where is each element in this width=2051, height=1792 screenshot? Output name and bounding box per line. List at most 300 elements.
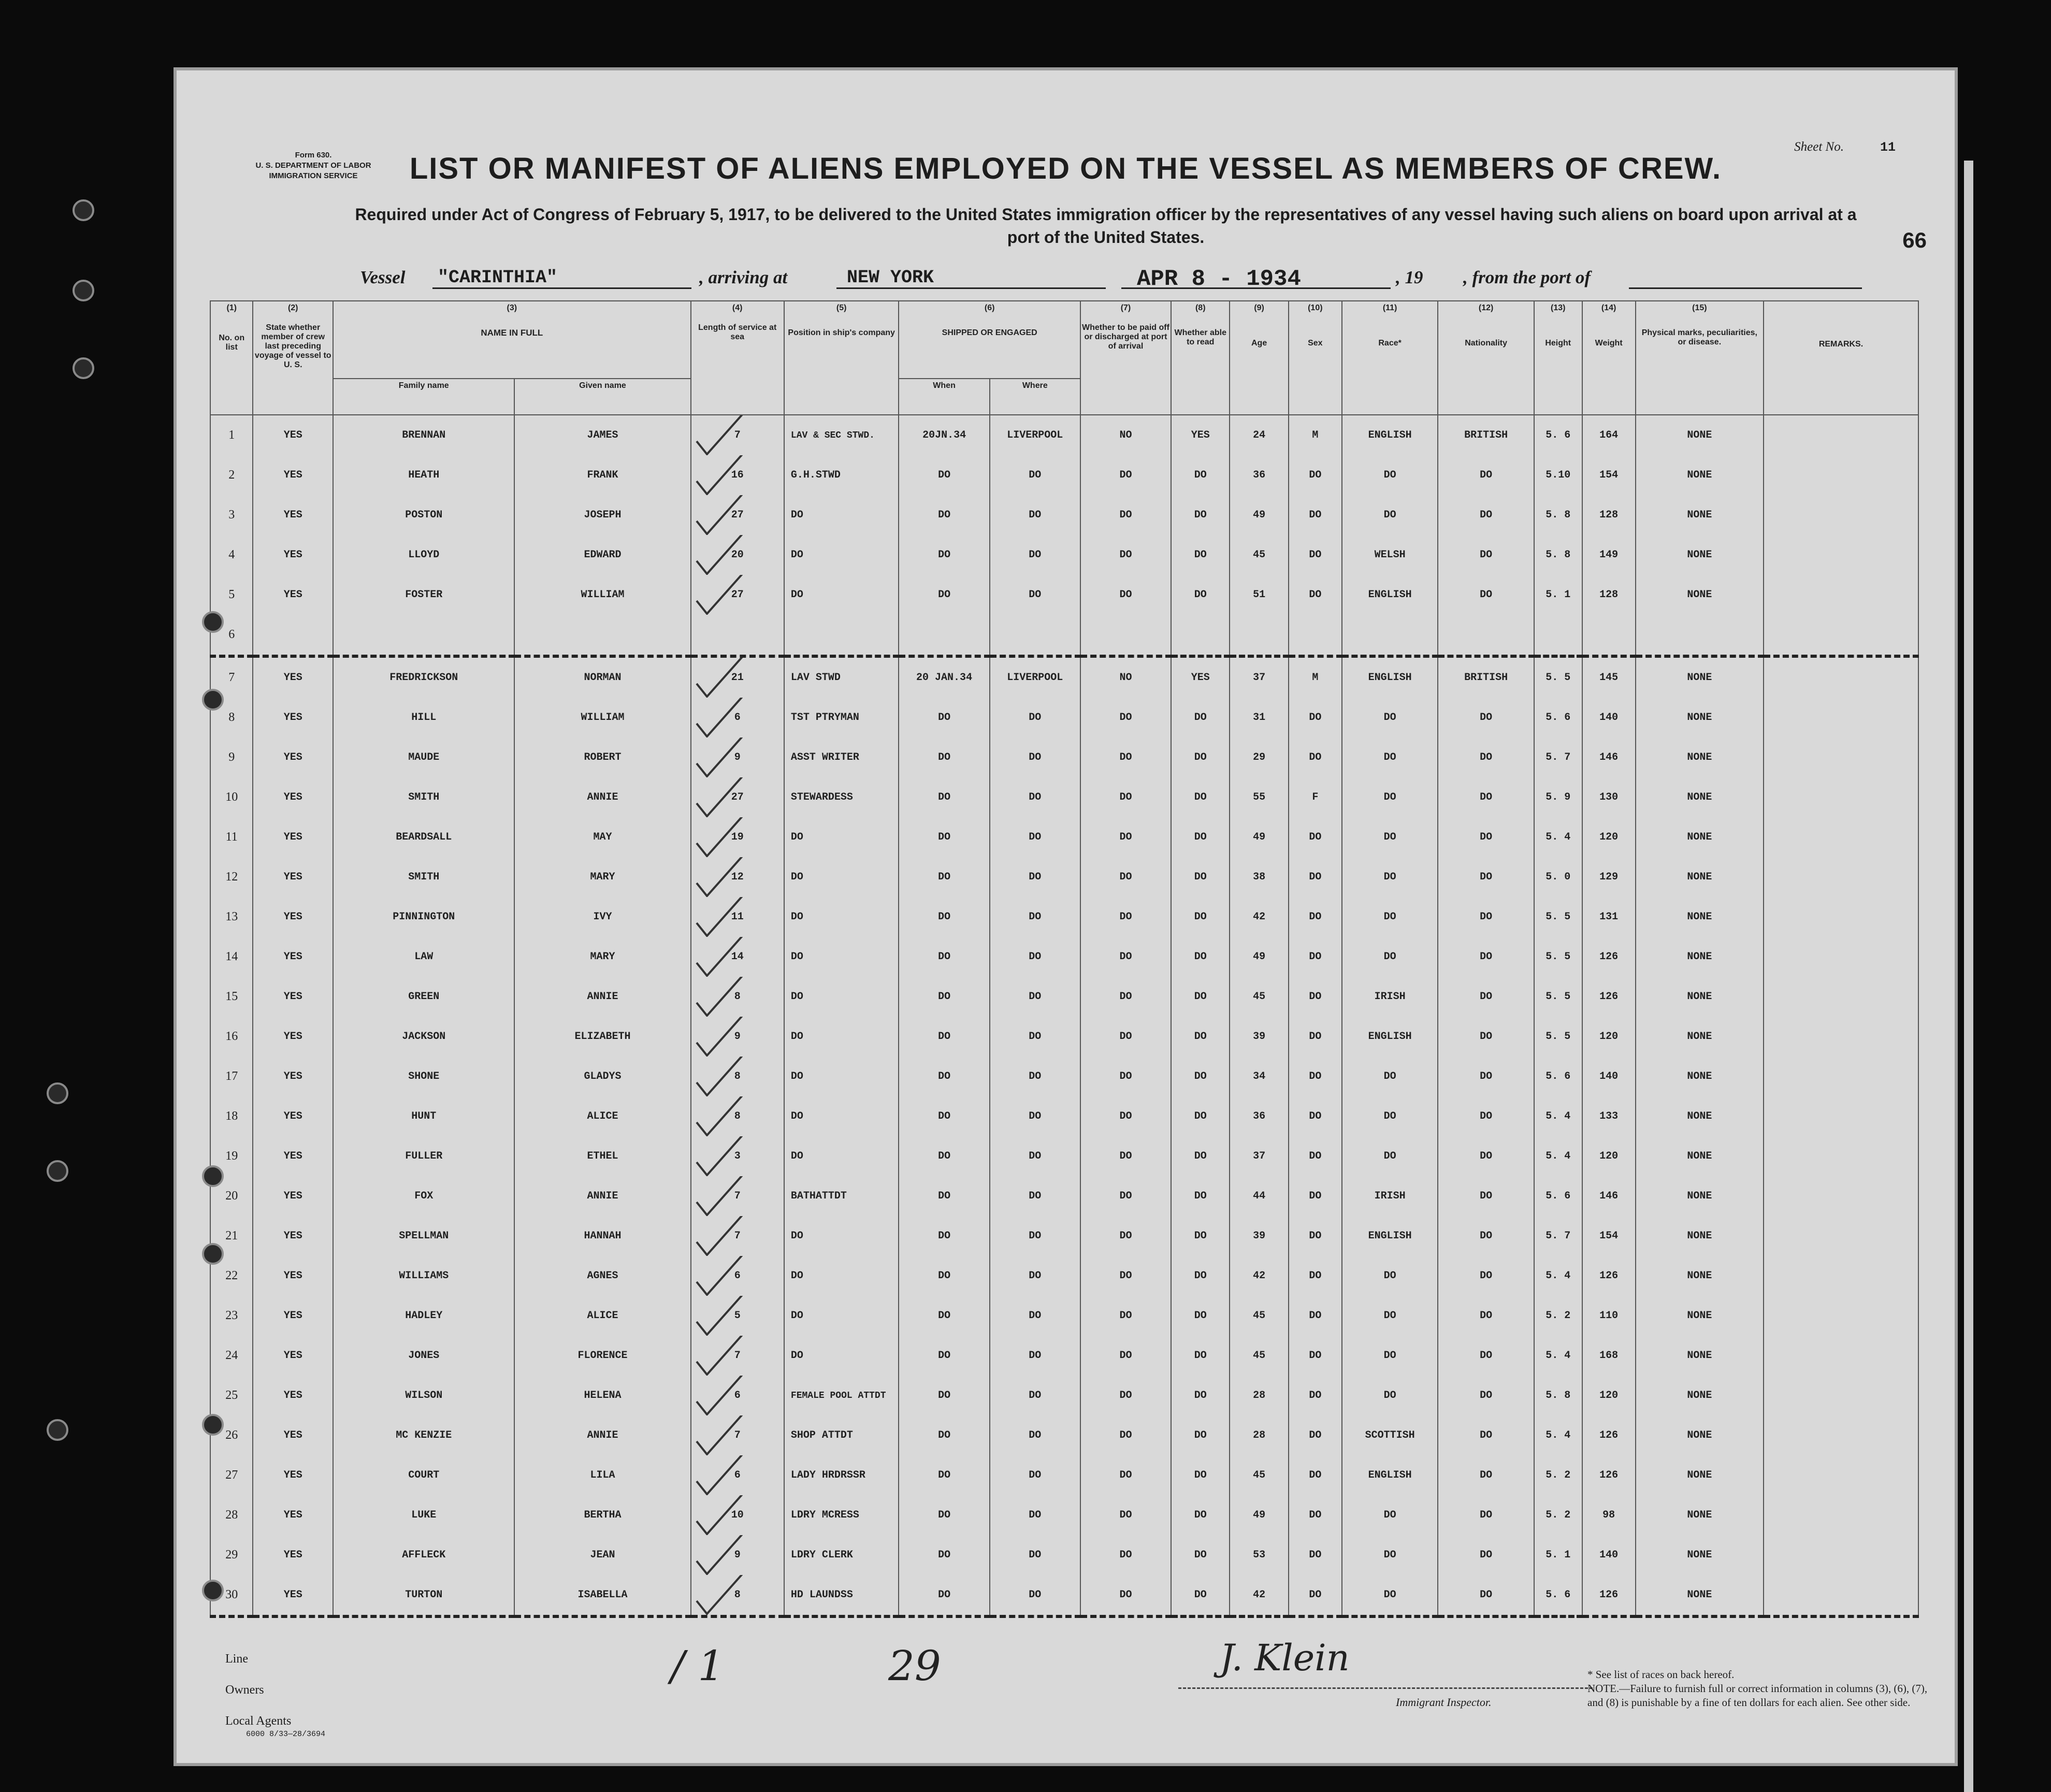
cell-where: LIVERPOOL <box>990 656 1080 698</box>
cell-marks: NONE <box>1636 1495 1764 1535</box>
cell-where: DO <box>990 738 1080 777</box>
cell-family: PINNINGTON <box>333 897 514 937</box>
cell-weight: 128 <box>1582 575 1636 615</box>
cell-remarks <box>1764 937 1918 977</box>
cell-prev: YES <box>253 897 333 937</box>
cell-given: AGNES <box>514 1256 690 1296</box>
check-mark-icon <box>691 415 754 455</box>
cell-where: DO <box>990 698 1080 738</box>
cell-nationality: DO <box>1438 1336 1534 1376</box>
cell-when: DO <box>899 937 989 977</box>
cell-read: DO <box>1171 777 1230 817</box>
crew-manifest-table <box>210 300 1919 1618</box>
vessel-label: Vessel <box>360 267 406 287</box>
cell-race <box>1342 615 1438 656</box>
cell-remarks <box>1764 1296 1918 1336</box>
cell-nationality: DO <box>1438 897 1534 937</box>
cell-position: G.H.STWD <box>784 455 899 495</box>
cell-nationality: DO <box>1438 1096 1534 1136</box>
cell-read: DO <box>1171 1096 1230 1136</box>
cell-age: 28 <box>1230 1376 1288 1415</box>
cell-sex: DO <box>1289 1376 1342 1415</box>
cell-no: 9 <box>210 738 253 777</box>
cell-marks: NONE <box>1636 897 1764 937</box>
cell-position: TST PTRYMAN <box>784 698 899 738</box>
cell-marks <box>1636 615 1764 656</box>
cell-sex: DO <box>1289 897 1342 937</box>
col-when-header: When <box>899 379 989 415</box>
cell-remarks <box>1764 1376 1918 1415</box>
check-mark-icon <box>691 738 754 777</box>
cell-read: DO <box>1171 937 1230 977</box>
cell-nationality: DO <box>1438 1495 1534 1535</box>
cell-no: 4 <box>210 535 253 575</box>
cell-sex: DO <box>1289 857 1342 897</box>
cell-age: 42 <box>1230 897 1288 937</box>
table-row <box>210 1176 1918 1216</box>
cell-where <box>990 615 1080 656</box>
cell-position: DO <box>784 857 899 897</box>
cell-read: DO <box>1171 1296 1230 1336</box>
cell-no: 28 <box>210 1495 253 1535</box>
check-mark-icon <box>691 1575 754 1616</box>
cell-position: DO <box>784 1017 899 1057</box>
cell-prev: YES <box>253 1176 333 1216</box>
cell-read: DO <box>1171 1495 1230 1535</box>
from-port-label: , from the port of <box>1463 267 1591 287</box>
cell-weight: 126 <box>1582 1455 1636 1495</box>
cell-prev: YES <box>253 656 333 698</box>
cell-weight: 164 <box>1582 415 1636 455</box>
cell-race: DO <box>1342 1495 1438 1535</box>
col-height-header: (13) Height <box>1534 301 1582 415</box>
table-row <box>210 1575 1918 1616</box>
check-mark-icon <box>691 897 754 937</box>
cell-paid: DO <box>1080 1575 1171 1616</box>
col-age-header: (9) Age <box>1230 301 1288 415</box>
cell-where: LIVERPOOL <box>990 415 1080 455</box>
col-length-header: (4) Length of service at sea <box>691 301 784 415</box>
cell-when: DO <box>899 495 989 535</box>
col-position-header: (5) Position in ship's company <box>784 301 899 415</box>
cell-marks: NONE <box>1636 1136 1764 1176</box>
arriving-label: , arriving at <box>699 267 788 287</box>
cell-sex: DO <box>1289 1216 1342 1256</box>
cell-position: LAV STWD <box>784 656 899 698</box>
col-nationality-header: (12) Nationality <box>1438 301 1534 415</box>
cell-read: DO <box>1171 897 1230 937</box>
cell-weight: 149 <box>1582 535 1636 575</box>
cell-where: DO <box>990 1495 1080 1535</box>
cell-age: 45 <box>1230 977 1288 1017</box>
cell-position: ASST WRITER <box>784 738 899 777</box>
cell-remarks <box>1764 977 1918 1017</box>
cell-height: 5. 5 <box>1534 897 1582 937</box>
cell-remarks <box>1764 1336 1918 1376</box>
cell-given: BERTHA <box>514 1495 690 1535</box>
cell-height: 5. 6 <box>1534 1176 1582 1216</box>
cell-paid: DO <box>1080 857 1171 897</box>
cell-remarks <box>1764 1136 1918 1176</box>
cell-age: 49 <box>1230 1495 1288 1535</box>
cell-paid: DO <box>1080 1535 1171 1575</box>
cell-remarks <box>1764 1256 1918 1296</box>
table-row <box>210 535 1918 575</box>
manifest-footer <box>225 1637 1934 1751</box>
cell-when: 20 JAN.34 <box>899 656 989 698</box>
cell-no: 7 <box>210 656 253 698</box>
inspector-signature: J. Klein <box>1220 1637 1350 1679</box>
cell-family: POSTON <box>333 495 514 535</box>
cell-given: MAY <box>514 817 690 857</box>
cell-length: 27 <box>691 575 784 615</box>
cell-when: DO <box>899 575 989 615</box>
cell-no: 2 <box>210 455 253 495</box>
table-row <box>210 1336 1918 1376</box>
cell-where: DO <box>990 1096 1080 1136</box>
cell-where: DO <box>990 575 1080 615</box>
cell-nationality: DO <box>1438 1415 1534 1455</box>
check-mark-icon <box>691 535 754 575</box>
cell-no: 1 <box>210 415 253 455</box>
cell-length: 8 <box>691 977 784 1017</box>
cell-given: MARY <box>514 857 690 897</box>
cell-no: 26 <box>210 1415 253 1455</box>
cell-nationality: DO <box>1438 575 1534 615</box>
cell-prev: YES <box>253 1376 333 1415</box>
cell-remarks <box>1764 415 1918 455</box>
check-mark-icon <box>691 1216 754 1256</box>
cell-remarks <box>1764 1216 1918 1256</box>
cell-marks: NONE <box>1636 1455 1764 1495</box>
cell-marks: NONE <box>1636 698 1764 738</box>
cell-race: DO <box>1342 1256 1438 1296</box>
cell-when: DO <box>899 1415 989 1455</box>
cell-given: HELENA <box>514 1376 690 1415</box>
cell-read: DO <box>1171 977 1230 1017</box>
cell-height: 5. 9 <box>1534 777 1582 817</box>
cell-age: 44 <box>1230 1176 1288 1216</box>
cell-remarks <box>1764 817 1918 857</box>
cell-prev: YES <box>253 937 333 977</box>
cell-where: DO <box>990 897 1080 937</box>
cell-age: 42 <box>1230 1256 1288 1296</box>
table-row <box>210 1017 1918 1057</box>
cell-given: ANNIE <box>514 977 690 1017</box>
cell-given: ISABELLA <box>514 1575 690 1616</box>
cell-read: DO <box>1171 575 1230 615</box>
cell-sex <box>1289 615 1342 656</box>
cell-position: DO <box>784 937 899 977</box>
cell-sex: F <box>1289 777 1342 817</box>
cell-length: 6 <box>691 698 784 738</box>
cell-given: ANNIE <box>514 777 690 817</box>
cell-nationality: DO <box>1438 698 1534 738</box>
cell-family: JACKSON <box>333 1017 514 1057</box>
cell-remarks <box>1764 1575 1918 1616</box>
cell-family: FOX <box>333 1176 514 1216</box>
cell-marks: NONE <box>1636 1376 1764 1415</box>
check-mark-icon <box>691 1136 754 1176</box>
cell-paid: DO <box>1080 1057 1171 1096</box>
cell-family: HILL <box>333 698 514 738</box>
cell-where: DO <box>990 977 1080 1017</box>
cell-age: 24 <box>1230 415 1288 455</box>
cell-no: 20 <box>210 1176 253 1216</box>
cell-height: 5. 4 <box>1534 817 1582 857</box>
cell-nationality: BRITISH <box>1438 415 1534 455</box>
table-row <box>210 738 1918 777</box>
cell-sex: DO <box>1289 1017 1342 1057</box>
cell-paid: DO <box>1080 1336 1171 1376</box>
cell-length: 27 <box>691 495 784 535</box>
cell-when: 20JN.34 <box>899 415 989 455</box>
cell-sex: DO <box>1289 1535 1342 1575</box>
cell-height: 5. 4 <box>1534 1256 1582 1296</box>
table-row <box>210 1455 1918 1495</box>
col-where-header: Where <box>990 379 1080 415</box>
check-mark-icon <box>691 1495 754 1535</box>
cell-family: COURT <box>333 1455 514 1495</box>
cell-race: WELSH <box>1342 535 1438 575</box>
cell-remarks <box>1764 698 1918 738</box>
cell-sex: DO <box>1289 817 1342 857</box>
cell-read: DO <box>1171 495 1230 535</box>
table-row <box>210 977 1918 1017</box>
cell-no: 23 <box>210 1296 253 1336</box>
check-mark-icon <box>691 575 754 615</box>
cell-prev: YES <box>253 1096 333 1136</box>
cell-position: LDRY CLERK <box>784 1535 899 1575</box>
cell-where: DO <box>990 1455 1080 1495</box>
cell-race: DO <box>1342 1575 1438 1616</box>
cell-nationality: DO <box>1438 1296 1534 1336</box>
cell-length: 7 <box>691 1216 784 1256</box>
cell-marks: NONE <box>1636 1216 1764 1256</box>
cell-sex: DO <box>1289 1415 1342 1455</box>
cell-given: GLADYS <box>514 1057 690 1096</box>
cell-where: DO <box>990 777 1080 817</box>
cell-family <box>333 615 514 656</box>
cell-age: 45 <box>1230 535 1288 575</box>
cell-when: DO <box>899 977 989 1017</box>
cell-position: LAV & SEC STWD. <box>784 415 899 455</box>
local-agents-label: Local Agents <box>225 1714 292 1728</box>
cell-paid: DO <box>1080 1415 1171 1455</box>
cell-where: DO <box>990 535 1080 575</box>
cell-remarks <box>1764 656 1918 698</box>
cell-length: 27 <box>691 777 784 817</box>
col-remarks-header: REMARKS. <box>1764 301 1918 415</box>
cell-length: 6 <box>691 1376 784 1415</box>
cell-length <box>691 615 784 656</box>
cell-given: WILLIAM <box>514 575 690 615</box>
cell-weight: 131 <box>1582 897 1636 937</box>
cell-race: DO <box>1342 937 1438 977</box>
cell-paid: DO <box>1080 817 1171 857</box>
page-mark: 66 <box>1902 228 1927 252</box>
footer-notes <box>1587 1668 1929 1710</box>
cell-read <box>1171 615 1230 656</box>
col-no-header: (1) No. on list <box>210 301 253 415</box>
cell-no: 21 <box>210 1216 253 1256</box>
cell-weight: 168 <box>1582 1336 1636 1376</box>
cell-sex: DO <box>1289 1057 1342 1096</box>
cell-given: JAMES <box>514 415 690 455</box>
cell-when: DO <box>899 897 989 937</box>
cell-nationality: DO <box>1438 1216 1534 1256</box>
cell-sex: DO <box>1289 977 1342 1017</box>
cell-sex: DO <box>1289 1495 1342 1535</box>
cell-nationality: DO <box>1438 1176 1534 1216</box>
cell-age: 38 <box>1230 857 1288 897</box>
cell-race: ENGLISH <box>1342 415 1438 455</box>
cell-height: 5. 8 <box>1534 535 1582 575</box>
cell-race: ENGLISH <box>1342 656 1438 698</box>
cell-no: 11 <box>210 817 253 857</box>
cell-prev: YES <box>253 1296 333 1336</box>
cell-given: MARY <box>514 937 690 977</box>
cell-race: DO <box>1342 1376 1438 1415</box>
cell-given: ALICE <box>514 1296 690 1336</box>
cell-no: 17 <box>210 1057 253 1096</box>
cell-position: SHOP ATTDT <box>784 1415 899 1455</box>
table-row <box>210 575 1918 615</box>
table-row <box>210 495 1918 535</box>
cell-remarks <box>1764 1455 1918 1495</box>
table-row <box>210 1256 1918 1296</box>
cell-prev: YES <box>253 1415 333 1455</box>
cell-weight: 154 <box>1582 1216 1636 1256</box>
cell-remarks <box>1764 575 1918 615</box>
col-race-header: (11) Race* <box>1342 301 1438 415</box>
cell-height: 5. 4 <box>1534 1415 1582 1455</box>
cell-read: DO <box>1171 1256 1230 1296</box>
cell-family: TURTON <box>333 1575 514 1616</box>
cell-no: 3 <box>210 495 253 535</box>
cell-prev: YES <box>253 857 333 897</box>
cell-length: 6 <box>691 1455 784 1495</box>
cell-nationality: DO <box>1438 817 1534 857</box>
cell-weight: 126 <box>1582 1575 1636 1616</box>
cell-read: YES <box>1171 656 1230 698</box>
cell-race: DO <box>1342 1535 1438 1575</box>
binder-hole-2 <box>73 280 94 301</box>
sheet-value: 11 <box>1880 140 1896 155</box>
cell-where: DO <box>990 1216 1080 1256</box>
cell-prev: YES <box>253 1017 333 1057</box>
table-row <box>210 1495 1918 1535</box>
cell-paid: DO <box>1080 1176 1171 1216</box>
cell-where: DO <box>990 455 1080 495</box>
cell-paid: DO <box>1080 575 1171 615</box>
cell-given: ETHEL <box>514 1136 690 1176</box>
cell-no: 12 <box>210 857 253 897</box>
vessel-line <box>360 263 1862 292</box>
check-mark-icon <box>691 1057 754 1096</box>
check-mark-icon <box>691 1455 754 1495</box>
col-prev-voyage-header: (2) State whether member of crew last preceding voyage of vessel to U. S. <box>253 301 333 415</box>
cell-race: DO <box>1342 495 1438 535</box>
cell-prev: YES <box>253 495 333 535</box>
cell-weight: 126 <box>1582 937 1636 977</box>
cell-when: DO <box>899 1495 989 1535</box>
cell-when: DO <box>899 1535 989 1575</box>
document-subtitle: Required under Act of Congress of February 5, 1917, to be delivered to the United States immigration officer by the representatives of any vessel having such aliens on board upon arrival at a port of the United States. <box>355 205 1857 247</box>
cell-race: DO <box>1342 817 1438 857</box>
table-row <box>210 1415 1918 1455</box>
cell-length: 9 <box>691 1017 784 1057</box>
cell-family: SMITH <box>333 777 514 817</box>
cell-given: FLORENCE <box>514 1336 690 1376</box>
cell-sex: DO <box>1289 1256 1342 1296</box>
cell-no: 5 <box>210 575 253 615</box>
cell-nationality: DO <box>1438 777 1534 817</box>
cell-family: HADLEY <box>333 1296 514 1336</box>
cell-weight: 110 <box>1582 1296 1636 1336</box>
cell-where: DO <box>990 857 1080 897</box>
cell-given: ANNIE <box>514 1176 690 1216</box>
cell-race: IRISH <box>1342 1176 1438 1216</box>
check-mark-icon <box>691 1336 754 1376</box>
cell-height: 5. 8 <box>1534 495 1582 535</box>
cell-length: 20 <box>691 535 784 575</box>
cell-paid <box>1080 615 1171 656</box>
cell-marks: NONE <box>1636 1017 1764 1057</box>
cell-weight: 120 <box>1582 1136 1636 1176</box>
cell-age: 37 <box>1230 656 1288 698</box>
col-paid-header: (7) Whether to be paid off or discharged at port of arrival <box>1080 301 1171 415</box>
cell-marks: NONE <box>1636 575 1764 615</box>
cell-position: DO <box>784 1216 899 1256</box>
cell-length: 16 <box>691 455 784 495</box>
cell-where: DO <box>990 1376 1080 1415</box>
cell-prev: YES <box>253 1455 333 1495</box>
cell-family: AFFLECK <box>333 1535 514 1575</box>
cell-paid: DO <box>1080 1136 1171 1176</box>
cell-prev: YES <box>253 977 333 1017</box>
cell-weight: 140 <box>1582 1535 1636 1575</box>
cell-when: DO <box>899 1336 989 1376</box>
cell-prev: YES <box>253 1535 333 1575</box>
cell-position: STEWARDESS <box>784 777 899 817</box>
cell-length: 11 <box>691 897 784 937</box>
check-mark-icon <box>691 937 754 977</box>
cell-given: FRANK <box>514 455 690 495</box>
cell-paid: DO <box>1080 1376 1171 1415</box>
cell-prev: YES <box>253 1216 333 1256</box>
cell-weight: 145 <box>1582 656 1636 698</box>
cell-marks: NONE <box>1636 1296 1764 1336</box>
cell-sex: DO <box>1289 937 1342 977</box>
cell-family: WILSON <box>333 1376 514 1415</box>
cell-age: 51 <box>1230 575 1288 615</box>
cell-age: 45 <box>1230 1336 1288 1376</box>
check-mark-icon <box>691 698 754 738</box>
binder-hole-4 <box>202 611 224 633</box>
cell-weight: 140 <box>1582 698 1636 738</box>
cell-height: 5.10 <box>1534 455 1582 495</box>
binder-hole-1 <box>73 199 94 221</box>
cell-marks: NONE <box>1636 415 1764 455</box>
cell-sex: DO <box>1289 1176 1342 1216</box>
cell-length: 12 <box>691 857 784 897</box>
cell-remarks <box>1764 1176 1918 1216</box>
cell-prev: YES <box>253 535 333 575</box>
cell-prev: YES <box>253 698 333 738</box>
cell-when: DO <box>899 1455 989 1495</box>
cell-family: SMITH <box>333 857 514 897</box>
